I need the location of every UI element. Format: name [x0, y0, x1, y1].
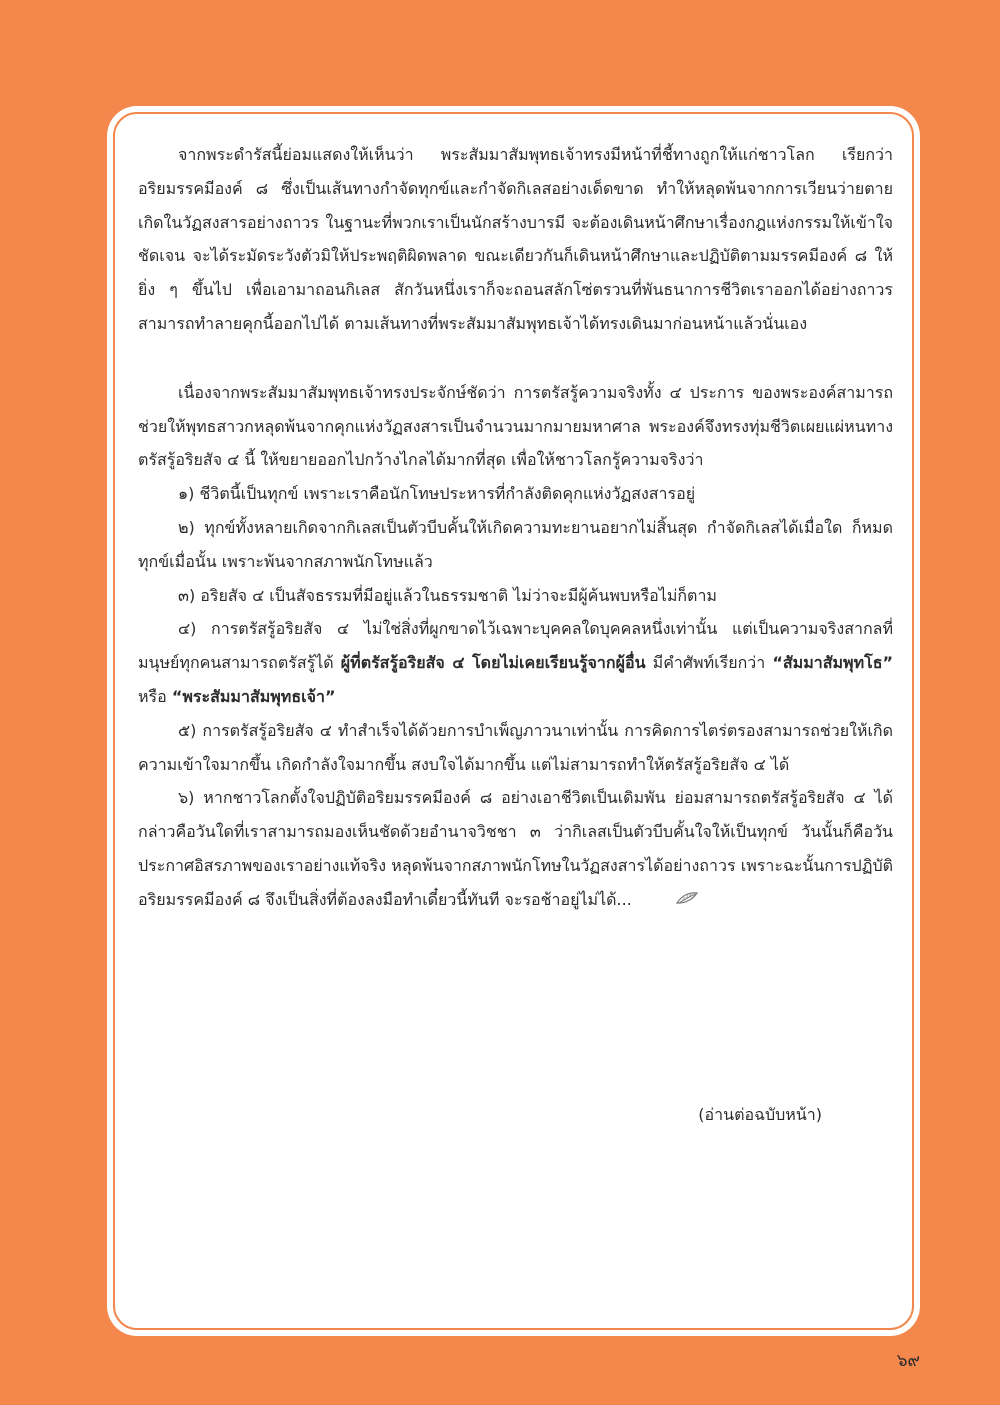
term-sammasambuddho: “สัมมาสัมพุทโธ”: [772, 653, 894, 673]
list-item-6-text: ๖) หากชาวโลกตั้งใจปฏิบัติอริยมรรคมีองค์ ๘ อย่างเอาชีวิตเป็นเดิมพัน ย่อมสามารถตรัสรู้อริยสัจ ๔ ได้ กล่าวคือวันใดที่เราสามารถมองเห็นชัดด้วยอำนาจวิชชา ๓ ว่ากิเลสเป็นตัวบีบคั้นใจให้เป็นทุกข์ วันนั้นก็คือวันประกาศอิสรภาพของเราอย่างแท้จริง หลุดพ้นจากสภาพนักโทษในวัฏสงสารได้อย่างถาวร เพราะฉะนั้นการปฏิบัติอริยมรรคมีองค์ ๘ จึงเป็นสิ่งที่ต้องลงมือทำเดี๋ยวนี้ทันที จะรอช้าอยู่ไม่ได้...: [138, 788, 893, 909]
article-body: [138, 138, 893, 917]
term-phra-sammasambuddhajao: “พระสัมมาสัมพุทธเจ้า”: [171, 686, 336, 706]
list-item-4-text-mid: มีคำศัพท์เรียกว่า: [645, 653, 773, 673]
list-item-4-text-or: หรือ: [138, 686, 172, 706]
list-item-3: ๓) อริยสัจ ๔ เป็นสัจธรรมที่มีอยู่แล้วในธรรมชาติ ไม่ว่าจะมีผู้ค้นพบหรือไม่ก็ตาม: [178, 585, 717, 605]
page-number: ๖๙: [896, 1351, 920, 1371]
paragraph-1: จากพระดำรัสนี้ย่อมแสดงให้เห็นว่า พระสัมมาสัมพุทธเจ้าทรงมีหน้าที่ชี้ทางถูกให้แก่ชาวโลก เรียกว่า อริยมรรคมีองค์ ๘ ซึ่งเป็นเส้นทางกำจัดทุกข์และกำจัดกิเลสอย่างเด็ดขาด ทำให้หลุดพ้นจากการเวียนว่ายตายเกิดในวัฏสงสารอย่างถาวร ในฐานะที่พวกเราเป็นนักสร้างบารมี จะต้องเดินหน้าศึกษาเรื่องกฎแห่งกรรมให้เข้าใจชัดเจน จะได้ระมัดระวังตัวมิให้ประพฤติผิดพลาด ขณะเดียวกันก็เดินหน้าศึกษาและปฏิบัติตามมรรคมีองค์ ๘ ให้ยิ่ง ๆ ขึ้นไป เพื่อเอามาถอนกิเลส สักวันหนึ่งเราก็จะถอนสลักโซ่ตรวนที่พันธนาการชีวิตเราออกได้อย่างถาวร สามารถทำลายคุกนี้ออกไปได้ ตามเส้นทางที่พระสัมมาสัมพุทธเจ้าได้ทรงเดินมาก่อนหน้าแล้วนั่นเอง: [138, 145, 893, 333]
paragraph-2: เนื่องจากพระสัมมาสัมพุทธเจ้าทรงประจักษ์ชัดว่า การตรัสรู้ความจริงทั้ง ๔ ประการ ของพระองค์สามารถช่วยให้พุทธสาวกหลุดพ้นจากคุกแห่งวัฏสงสารเป็นจำนวนมากมายมหาศาล พระองค์จึงทรงทุ่มชีวิตเผยแผ่หนทางตรัสรู้อริยสัจ ๔ นี้ ให้ขยายออกไปกว้างไกลได้มากที่สุด เพื่อให้ชาวโลกรู้ความจริงว่า: [138, 382, 893, 470]
list-item-4: [138, 612, 893, 713]
list-item-6: [138, 781, 893, 917]
list-item-2: ๒) ทุกข์ทั้งหลายเกิดจากกิเลสเป็นตัวบีบคั้นให้เกิดความทะยานอยากไม่สิ้นสุด กำจัดกิเลสได้เมื่อใด ก็หมดทุกข์เมื่อนั้น เพราะพ้นจากสภาพนักโทษแล้ว: [138, 517, 893, 571]
list-item-4-text: ๔) การตรัสรู้อริยสัจ ๔ ไม่ใช่สิ่งที่ผูกขาดไว้เฉพาะบุคคลใดบุคคลหนึ่งเท่านั้น แต่เป็นความจริงสากลที่มนุษย์ทุกคนสามารถตรัสรู้ได้: [138, 619, 893, 673]
list-item-1: ๑) ชีวิตนี้เป็นทุกข์ เพราะเราคือนักโทษประหารที่กำลังติดคุกแห่งวัฏสงสารอยู่: [178, 484, 696, 504]
leaf-icon: [636, 883, 698, 917]
list-item-4-bold-definition: ผู้ที่ตรัสรู้อริยสัจ ๔ โดยไม่เคยเรียนรู้จากผู้อื่น: [340, 653, 646, 673]
continued-next-issue: (อ่านต่อฉบับหน้า): [698, 1105, 822, 1124]
list-item-5: ๕) การตรัสรู้อริยสัจ ๔ ทำสำเร็จได้ด้วยการบำเพ็ญภาวนาเท่านั้น การคิดการไตร่ตรองสามารถช่วยให้เกิดความเข้าใจมากขึ้น เกิดกำลังใจมากขึ้น สงบใจได้มากขึ้น แต่ไม่สามารถทำให้ตรัสรู้อริยสัจ ๔ ได้: [138, 720, 893, 774]
